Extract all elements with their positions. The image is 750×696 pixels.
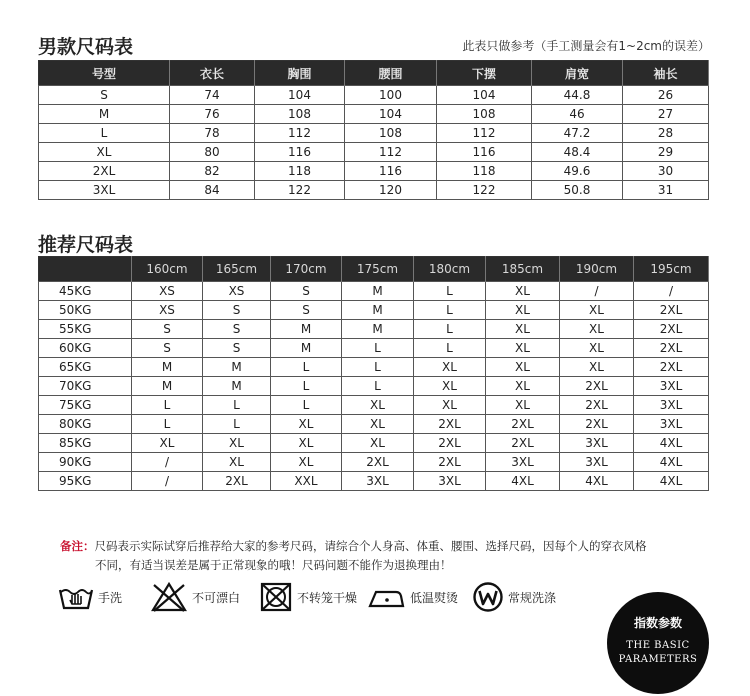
size-header-cell: 衣长 xyxy=(170,61,255,86)
iron-icon xyxy=(366,582,406,612)
size-value-cell: 48.4 xyxy=(532,143,623,162)
size-header-cell: 肩宽 xyxy=(532,61,623,86)
recommended-size-cell: L xyxy=(414,301,486,320)
recommended-size-cell: L xyxy=(203,396,271,415)
recommended-size-cell: XL xyxy=(560,358,634,377)
size-value-cell: 100 xyxy=(345,86,437,105)
recommended-size-cell: S xyxy=(271,282,342,301)
recommended-size-cell: M xyxy=(203,377,271,396)
recommended-size-cell: XL xyxy=(486,339,560,358)
size-table-header xyxy=(39,61,709,86)
care-low-iron xyxy=(366,579,458,615)
recommended-size-cell: 2XL xyxy=(560,415,634,434)
recommend-corner-cell xyxy=(39,257,132,282)
size-header-cell: 号型 xyxy=(39,61,170,86)
recommended-size-cell: XXL xyxy=(271,472,342,491)
recommended-size-cell: XL xyxy=(414,377,486,396)
normal-wash-label: 常规洗涤 xyxy=(508,590,557,605)
recommended-size-cell: 2XL xyxy=(203,472,271,491)
size-header-cell: 下摆 xyxy=(437,61,532,86)
recommended-size-cell: / xyxy=(634,282,709,301)
size-value-cell: 26 xyxy=(623,86,709,105)
recommended-size-cell: XL xyxy=(271,415,342,434)
size-value-cell: 82 xyxy=(170,162,255,181)
size-value-cell: 122 xyxy=(437,181,532,200)
recommended-size-cell: XL xyxy=(486,377,560,396)
recommended-size-cell: / xyxy=(132,472,203,491)
recommended-size-cell: M xyxy=(342,282,414,301)
size-value-cell: 78 xyxy=(170,124,255,143)
remark-label: 备注： xyxy=(60,539,95,553)
size-label-cell: L xyxy=(39,124,170,143)
size-value-cell: 80 xyxy=(170,143,255,162)
recommended-size-cell: XL xyxy=(486,282,560,301)
size-row xyxy=(39,162,709,181)
recommended-size-cell: XL xyxy=(486,358,560,377)
size-value-cell: 112 xyxy=(437,124,532,143)
recommended-size-cell: 4XL xyxy=(486,472,560,491)
height-header-cell: 160cm xyxy=(132,257,203,282)
badge-en-line2: PARAMETERS xyxy=(618,654,698,665)
badge-en-line1: THE BASIC xyxy=(626,640,690,651)
recommended-size-cell: L xyxy=(414,339,486,358)
recommended-size-cell: L xyxy=(342,358,414,377)
measurement-note: 此表只做参考（手工测量会有1~2cm的误差） xyxy=(462,39,710,53)
recommended-size-cell: S xyxy=(132,339,203,358)
height-header-cell: 175cm xyxy=(342,257,414,282)
recommend-row xyxy=(39,282,709,301)
care-no-bleach xyxy=(150,579,240,615)
weight-cell: 85KG xyxy=(39,434,132,453)
recommend-row xyxy=(39,377,709,396)
recommend-row xyxy=(39,358,709,377)
recommended-size-cell: 2XL xyxy=(414,415,486,434)
recommended-size-cell: 3XL xyxy=(560,434,634,453)
recommended-size-cell: XL xyxy=(414,396,486,415)
recommended-size-cell: XL xyxy=(560,320,634,339)
size-label-cell: XL xyxy=(39,143,170,162)
recommended-size-cell: 4XL xyxy=(634,453,709,472)
recommended-size-cell: 2XL xyxy=(486,415,560,434)
recommended-size-cell: 3XL xyxy=(634,415,709,434)
size-label-cell: 3XL xyxy=(39,181,170,200)
recommend-chart-title: 推荐尺码表 xyxy=(38,234,134,256)
recommended-size-cell: L xyxy=(132,396,203,415)
hand-wash-label: 手洗 xyxy=(98,590,123,605)
size-header-cell: 腰围 xyxy=(345,61,437,86)
recommended-size-cell: L xyxy=(414,282,486,301)
recommended-size-cell: L xyxy=(271,396,342,415)
size-header-cell: 袖长 xyxy=(623,61,709,86)
weight-cell: 95KG xyxy=(39,472,132,491)
recommended-size-cell: 3XL xyxy=(486,453,560,472)
recommended-size-cell: 4XL xyxy=(560,472,634,491)
recommended-size-cell: L xyxy=(271,358,342,377)
size-value-cell: 29 xyxy=(623,143,709,162)
height-header-cell: 170cm xyxy=(271,257,342,282)
size-table-body xyxy=(39,86,709,200)
recommended-size-cell: S xyxy=(132,320,203,339)
recommended-size-cell: L xyxy=(414,320,486,339)
size-header-cell: 胸围 xyxy=(255,61,345,86)
size-value-cell: 120 xyxy=(345,181,437,200)
recommended-size-cell: L xyxy=(271,377,342,396)
size-value-cell: 104 xyxy=(437,86,532,105)
recommended-size-cell: / xyxy=(560,282,634,301)
size-value-cell: 31 xyxy=(623,181,709,200)
recommended-size-cell: 2XL xyxy=(486,434,560,453)
recommended-size-cell: M xyxy=(271,320,342,339)
size-value-cell: 27 xyxy=(623,105,709,124)
recommended-size-cell: XL xyxy=(203,453,271,472)
recommended-size-cell: 2XL xyxy=(414,453,486,472)
size-row xyxy=(39,105,709,124)
height-header-cell: 165cm xyxy=(203,257,271,282)
recommended-size-cell: M xyxy=(132,358,203,377)
recommended-size-cell: L xyxy=(342,377,414,396)
recommended-size-cell: XL xyxy=(486,301,560,320)
size-value-cell: 108 xyxy=(345,124,437,143)
weight-cell: 55KG xyxy=(39,320,132,339)
height-header-cell: 195cm xyxy=(634,257,709,282)
weight-cell: 70KG xyxy=(39,377,132,396)
size-value-cell: 50.8 xyxy=(532,181,623,200)
low-iron-label: 低温熨烫 xyxy=(410,590,459,605)
recommended-size-cell: XL xyxy=(271,453,342,472)
recommended-size-cell: L xyxy=(203,415,271,434)
recommended-size-cell: M xyxy=(342,301,414,320)
badge-cn: 指数参数 xyxy=(633,616,682,630)
recommended-size-cell: M xyxy=(342,320,414,339)
recommended-size-cell: 2XL xyxy=(634,358,709,377)
size-value-cell: 118 xyxy=(255,162,345,181)
recommend-row xyxy=(39,415,709,434)
size-value-cell: 44.8 xyxy=(532,86,623,105)
recommended-size-cell: 4XL xyxy=(634,472,709,491)
basic-parameters-badge xyxy=(607,592,709,694)
size-value-cell: 116 xyxy=(345,162,437,181)
size-value-cell: 118 xyxy=(437,162,532,181)
recommended-size-cell: XL xyxy=(486,396,560,415)
recommended-size-cell: XL xyxy=(132,434,203,453)
size-value-cell: 47.2 xyxy=(532,124,623,143)
recommend-row xyxy=(39,301,709,320)
size-value-cell: 108 xyxy=(255,105,345,124)
no-tumble-dry-label: 不转笼干燥 xyxy=(297,590,358,605)
weight-cell: 45KG xyxy=(39,282,132,301)
recommended-size-cell: 2XL xyxy=(560,396,634,415)
recommended-size-cell: L xyxy=(342,339,414,358)
recommended-size-cell: S xyxy=(203,320,271,339)
size-row xyxy=(39,143,709,162)
recommended-size-cell: 4XL xyxy=(634,434,709,453)
no-tumble-dry-icon xyxy=(259,581,293,613)
size-table xyxy=(38,60,709,200)
size-value-cell: 46 xyxy=(532,105,623,124)
recommended-size-cell: XS xyxy=(203,282,271,301)
recommend-row xyxy=(39,339,709,358)
recommended-size-cell: S xyxy=(271,301,342,320)
recommended-size-cell: / xyxy=(132,453,203,472)
recommended-size-cell: M xyxy=(132,377,203,396)
size-value-cell: 108 xyxy=(437,105,532,124)
size-label-cell: S xyxy=(39,86,170,105)
recommended-size-cell: XL xyxy=(560,339,634,358)
size-label-cell: 2XL xyxy=(39,162,170,181)
size-value-cell: 104 xyxy=(345,105,437,124)
size-value-cell: 112 xyxy=(255,124,345,143)
recommend-row xyxy=(39,453,709,472)
recommended-size-cell: XL xyxy=(486,320,560,339)
size-value-cell: 112 xyxy=(345,143,437,162)
recommend-table xyxy=(38,256,709,491)
remark-line2: 不同，有适当误差是属于正常现象的哦！尺码问题不能作为退换理由！ xyxy=(95,558,452,572)
size-row xyxy=(39,124,709,143)
remark-line1: 尺码表示实际试穿后推荐给大家的参考尺码，请综合个人身高、体重、腰围、选择尺码，因每个人的穿衣风格 xyxy=(94,539,647,553)
recommend-row xyxy=(39,434,709,453)
recommended-size-cell: 3XL xyxy=(560,453,634,472)
weight-cell: 50KG xyxy=(39,301,132,320)
size-value-cell: 76 xyxy=(170,105,255,124)
recommended-size-cell: XL xyxy=(560,301,634,320)
recommend-row xyxy=(39,396,709,415)
recommended-size-cell: S xyxy=(203,339,271,358)
recommended-size-cell: 2XL xyxy=(634,339,709,358)
recommend-row xyxy=(39,320,709,339)
recommended-size-cell: 2XL xyxy=(634,320,709,339)
recommended-size-cell: XL xyxy=(342,434,414,453)
care-hand-wash xyxy=(58,579,122,615)
height-header-cell: 180cm xyxy=(414,257,486,282)
recommend-table-body xyxy=(39,282,709,491)
recommended-size-cell: M xyxy=(271,339,342,358)
care-normal-wash xyxy=(472,579,556,615)
recommended-size-cell: M xyxy=(203,358,271,377)
recommended-size-cell: L xyxy=(132,415,203,434)
weight-cell: 65KG xyxy=(39,358,132,377)
recommended-size-cell: XL xyxy=(271,434,342,453)
size-label-cell: M xyxy=(39,105,170,124)
remark xyxy=(60,537,690,575)
recommended-size-cell: XL xyxy=(414,358,486,377)
size-value-cell: 116 xyxy=(255,143,345,162)
hand-wash-icon xyxy=(58,582,94,612)
recommended-size-cell: 2XL xyxy=(560,377,634,396)
recommended-size-cell: 2XL xyxy=(634,301,709,320)
recommended-size-cell: XS xyxy=(132,301,203,320)
recommended-size-cell: XL xyxy=(203,434,271,453)
recommended-size-cell: XS xyxy=(132,282,203,301)
recommend-table-header xyxy=(39,257,709,282)
recommended-size-cell: XL xyxy=(342,415,414,434)
recommended-size-cell: 3XL xyxy=(342,472,414,491)
size-chart-title: 男款尺码表 xyxy=(38,36,134,58)
size-value-cell: 116 xyxy=(437,143,532,162)
size-row xyxy=(39,86,709,105)
recommended-size-cell: 3XL xyxy=(414,472,486,491)
no-bleach-label: 不可漂白 xyxy=(192,590,241,605)
wash-w-icon xyxy=(472,581,504,613)
recommend-row xyxy=(39,472,709,491)
recommended-size-cell: 2XL xyxy=(342,453,414,472)
size-value-cell: 84 xyxy=(170,181,255,200)
weight-cell: 80KG xyxy=(39,415,132,434)
recommended-size-cell: S xyxy=(203,301,271,320)
size-value-cell: 122 xyxy=(255,181,345,200)
recommended-size-cell: 3XL xyxy=(634,396,709,415)
recommended-size-cell: 2XL xyxy=(414,434,486,453)
size-value-cell: 30 xyxy=(623,162,709,181)
size-value-cell: 104 xyxy=(255,86,345,105)
height-header-cell: 190cm xyxy=(560,257,634,282)
size-value-cell: 28 xyxy=(623,124,709,143)
size-value-cell: 74 xyxy=(170,86,255,105)
weight-cell: 90KG xyxy=(39,453,132,472)
care-no-tumble-dry xyxy=(259,579,357,615)
weight-cell: 60KG xyxy=(39,339,132,358)
recommended-size-cell: XL xyxy=(342,396,414,415)
weight-cell: 75KG xyxy=(39,396,132,415)
no-bleach-icon xyxy=(150,581,188,613)
size-value-cell: 49.6 xyxy=(532,162,623,181)
size-row xyxy=(39,181,709,200)
recommended-size-cell: 3XL xyxy=(634,377,709,396)
height-header-cell: 185cm xyxy=(486,257,560,282)
